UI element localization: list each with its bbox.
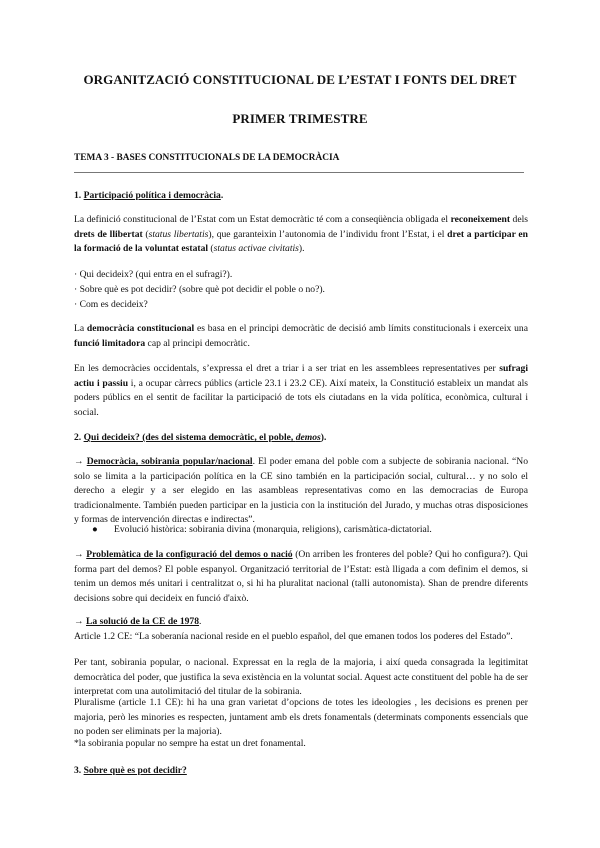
section-1-paragraph-3: En les democràcies occidentals, s’expressa el dret a triar i a ser triat en les assemblees representatives per sufragi actiu i passiu i, a ocupar càrrecs públics (article 23.1 i 23.2 CE). Així mateix, la Constitució estableix un mandat als poders públics en el sentit de facilitar la participació de tots els ciutadans en la vida política, econòmica, cultural i social. <box>74 363 528 418</box>
list-item-historical-evolution: ● Evolució històrica: sobirania divina (monarquia, religions), carismàtica-dictatorial. <box>92 524 432 535</box>
section-1-end: . <box>220 190 224 201</box>
section-1-paragraph-2: La democràcia constitucional es basa en el principi democràtic de decisió amb límits constitucionals i exerceix una funció limitadora cap al principi democràtic. <box>74 323 528 349</box>
section-1-heading <box>74 190 528 201</box>
section-2-paragraph-sovereignty: → Democràcia, sobirania popular/nacional. El poder emana del poble com a subjecte de sobirania nacional. “No solo se limita a la participación política en la CE sino también en la participación social, cultural… y no solo el derecho a elegir y a ser elegido en las asambleas representativas como en las democracias de Europa tradicionalmente. También pueden participar en la justicia con la institución del Jurado, y muchas otras disposiciones y formas de intervención directas e indirectas”. <box>74 456 528 526</box>
list-item: · Com es decideix? <box>74 299 148 310</box>
tema-heading: TEMA 3 - BASES CONSTITUCIONALS DE LA DEMOCRÀCIA <box>74 153 340 163</box>
document-subtitle: PRIMER TRIMESTRE <box>232 111 368 126</box>
list-item: · Qui decideix? (qui entra en el sufragi?). <box>74 269 233 280</box>
section-2-paragraph-demos: → Problemàtica de la configuració del demos o nació (On arriben les fronteres del poble? Qui ho configura?). Qui forma part del demos? El poble espanyol. Organització territorial de l’Estat: està lligada a com definim el demos, si tenim un demos més unitari i centralitzat o, si hi ha pluralitat nacional (talli autonomista). Shan de prendre diferents decisions sobre qui decideix en funció d'això. <box>74 549 529 604</box>
section-1-question-list <box>74 267 528 312</box>
section-2-solution-heading: → La solució de la CE de 1978. <box>74 616 202 627</box>
horizontal-rule <box>74 172 524 173</box>
section-1-paragraph-1: La definició constitucional de l’Estat com un Estat democràtic té com a conseqüència obligada el reconeixement dels drets de llibertat (status libertatis), que garanteixin l’autonomia de l’individu front l’Estat, i el dret a participar en la formació de la voluntat estatal (status activae civitatis). <box>74 214 528 255</box>
section-3-heading: 3. Sobre què es pot decidir? <box>74 765 187 776</box>
section-3-title: Sobre què es pot decidir? <box>83 765 187 776</box>
document-title: ORGANITZACIÓ CONSTITUCIONAL DE L’ESTAT I FONTS DEL DRET <box>83 72 517 87</box>
section-2-paragraph-majority: Per tant, sobirania popular, o nacional. Expressat en la regla de la majoria, i així queda consagrada la legitimitat democràtica del poder, que justifica la seva existència en la voluntat social. Aquest acte constituent del poble ha de ser interpretat com una autolimitació del titular de la sobirania. <box>74 657 528 698</box>
section-2-paragraph-pluralism: Pluralisme (article 1.1 CE): hi ha una gran varietat d’opcions de totes les ideologies , les decisions es prenen per majoria, però les minories es respecten, juntament amb els drets fonamentals (determinats components essencials que no poden ser eliminats per la majoria). <box>74 697 528 738</box>
section-2-footnote: *la sobirania popular no sempre ha estat un dret fonamental. <box>74 738 306 749</box>
bullet-dot-icon: ● <box>92 524 98 535</box>
section-1-title: Participació política i democràcia <box>83 190 221 201</box>
section-2-heading: 2. Qui decideix? (des del sistema democràtic, el poble, demos). <box>74 432 327 443</box>
section-2-title: Qui decideix? (des del sistema democràtic, el poble, demos <box>83 432 321 443</box>
list-item: · Sobre què es pot decidir? (sobre què pot decidir el poble o no?). <box>74 284 325 295</box>
section-1-number: 1. <box>74 190 84 201</box>
section-2-article-quote: Article 1.2 CE: “La soberanía nacional reside en el pueblo español, del que emanen todos los poderes del Estado”. <box>74 631 513 642</box>
